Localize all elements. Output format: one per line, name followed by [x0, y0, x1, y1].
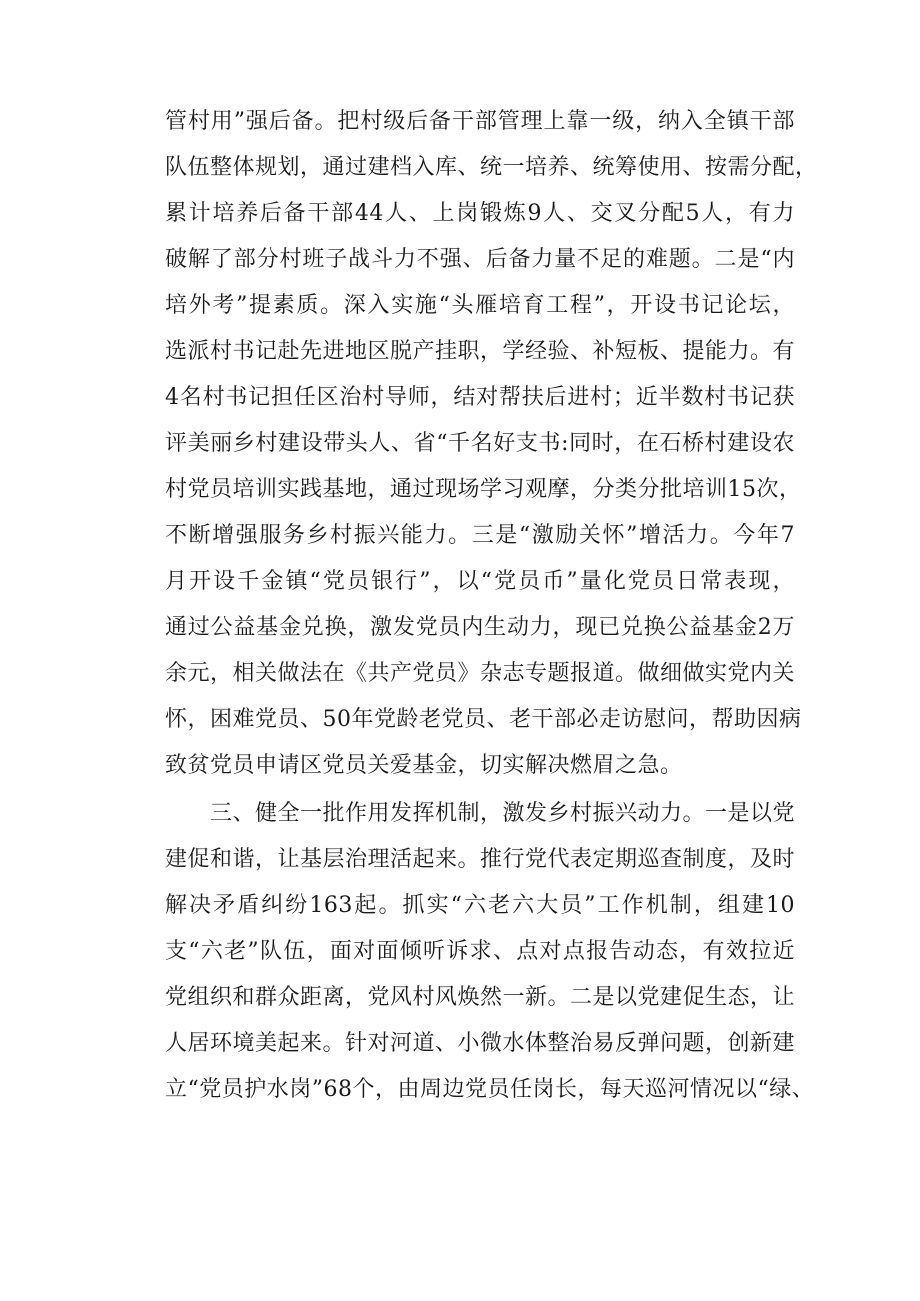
paragraph-line: 破解了部分村班子战斗力不强、后备力量不足的难题。二是“内 — [165, 247, 795, 272]
paragraph-line: 累计培养后备干部44人、上岗锻炼9人、交叉分配5人，有力 — [165, 201, 795, 226]
paragraph-line: 村党员培训实践基地，通过现场学习观摩，分类分批培训15次， — [165, 477, 802, 502]
paragraph-line: 月开设千金镇“党员银行”，以“党员币”量化党员日常表现， — [165, 569, 795, 594]
paragraph-line: 评美丽乡村建设带头人、省“千名好支书:同时，在石桥村建设农 — [165, 431, 795, 456]
paragraph-line: 建促和谐，让基层治理活起来。推行党代表定期巡查制度，及时 — [165, 847, 796, 872]
paragraph-line: 支“六老”队伍，面对面倾听诉求、点对点报告动态，有效拉近 — [165, 939, 795, 964]
paragraph-line: 怀，困难党员、50年党龄老党员、老干部必走访慰问，帮助因病 — [165, 707, 802, 732]
paragraph-line: 4名村书记担任区治村导师，结对帮扶后进村；近半数村书记获 — [165, 385, 795, 410]
paragraph-line: 通过公益基金兑换，激发党员内生动力，现已兑换公益基金2万 — [165, 615, 795, 640]
paragraph-line: 人居环境美起来。针对河道、小微水体整治易反弹问题，创新建 — [165, 1031, 796, 1056]
section-heading-line: 三、健全一批作用发挥机制，激发乡村振兴动力。一是以党 — [210, 801, 796, 826]
paragraph-line: 管村用”强后备。把村级后备干部管理上靠一级，纳入全镇干部 — [165, 109, 795, 134]
paragraph-line: 队伍整体规划，通过建档入库、统一培养、统筹使用、按需分配， — [165, 155, 818, 180]
paragraph-line: 立“党员护水岗”68个，由周边党员任岗长，每天巡河情况以“绿、 — [165, 1077, 815, 1102]
paragraph-line: 余元，相关做法在《共产党员》杂志专题报道。做细做实党内关 — [165, 661, 796, 686]
paragraph-line: 解决矛盾纠纷163起。抓实“六老六大员”工作机制，组建10 — [165, 893, 795, 918]
paragraph-line: 党组织和群众距离，党风村风焕然一新。二是以党建促生态，让 — [165, 985, 796, 1010]
paragraph-line: 不断增强服务乡村振兴能力。三是“激励关怀”增活力。今年7 — [165, 523, 795, 548]
paragraph-line: 致贫党员申请区党员关爱基金，切实解决燃眉之急。 — [165, 753, 683, 778]
paragraph-line: 选派村书记赴先进地区脱产挂职，学经验、补短板、提能力。有 — [165, 339, 796, 364]
paragraph-line: 培外考”提素质。深入实施“头雁培育工程”，开设书记论坛， — [165, 293, 795, 318]
